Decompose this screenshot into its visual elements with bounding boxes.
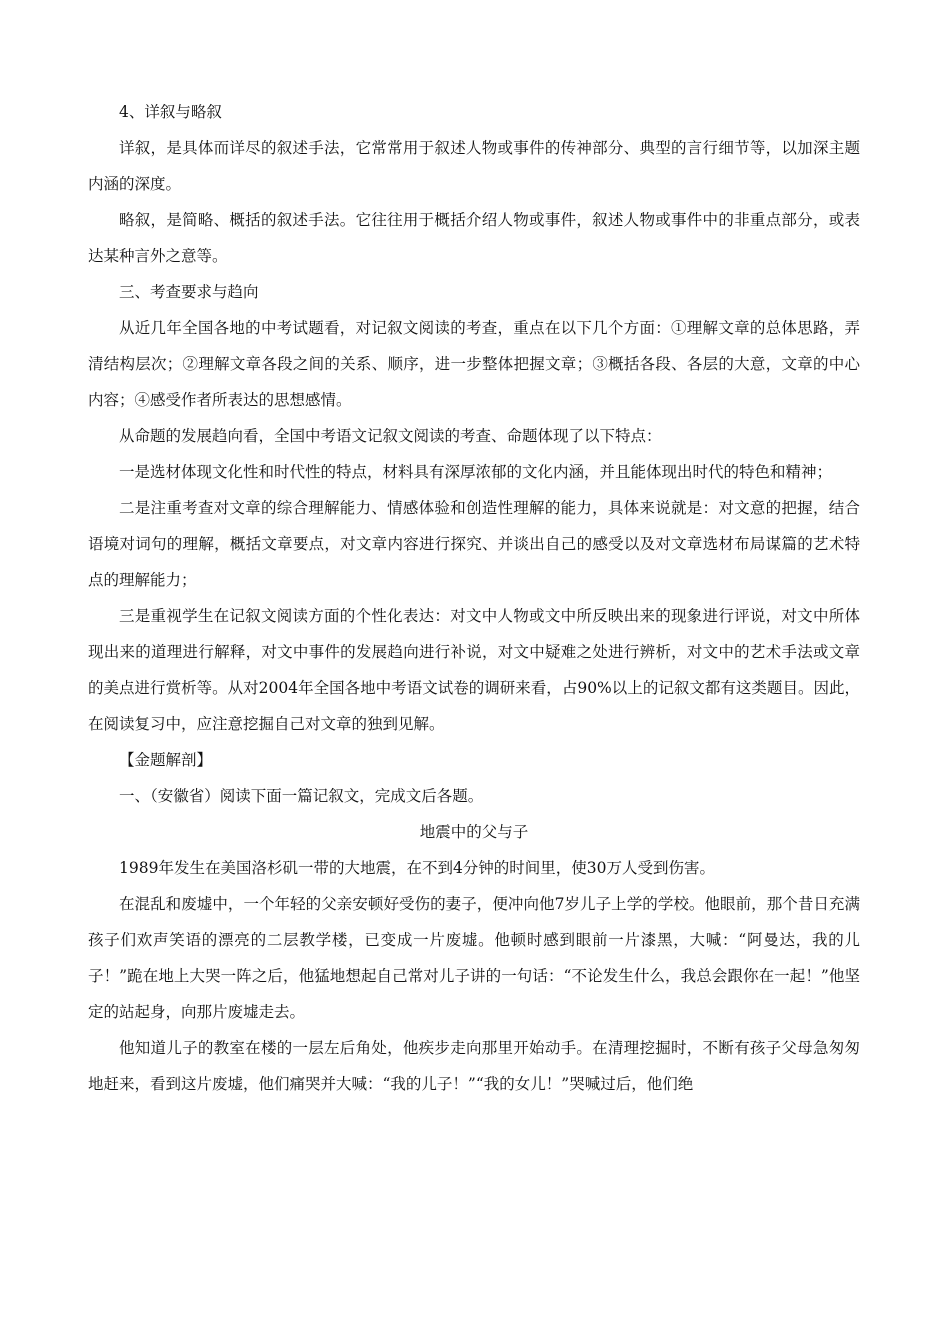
paragraph: 三是重视学生在记叙文阅读方面的个性化表达：对文中人物或文中所反映出来的现象进行评说，对文中所体现出来的道理进行解释，对文中事件的发展趋向进行补说，对文中疑难之处进行辨析，对文中的艺术手法或文章的美点进行赏析等。从对2004年全国各地中考语文试卷的调研来看，占90%以上的记叙文都有这类题目。因此，在阅读复习中，应注意挖掘自己对文章的独到见解。 bbox=[88, 607, 860, 733]
paragraph: 详叙，是具体而详尽的叙述手法，它常常用于叙述人物或事件的传神部分、典型的言行细节等，以加深主题内涵的深度。 bbox=[88, 139, 860, 193]
document-page bbox=[88, 94, 860, 1102]
article-paragraph: 1989年发生在美国洛杉矶一带的大地震，在不到4分钟的时间里，使30万人受到伤害。 bbox=[119, 859, 716, 877]
paragraph: 一是选材体现文化性和时代性的特点，材料具有深厚浓郁的文化内涵，并且能体现出时代的特色和精神； bbox=[119, 463, 833, 481]
article-title: 地震中的父与子 bbox=[419, 823, 529, 841]
paragraph: 从近几年全国各地的中考试题看，对记叙文阅读的考查，重点在以下几个方面：①理解文章的总体思路，弄清结构层次；②理解文章各段之间的关系、顺序，进一步整体把握文章；③概括各段、各层的大意，文章的中心内容；④感受作者所表达的思想感情。 bbox=[88, 319, 860, 409]
question-intro: 一、（安徽省）阅读下面一篇记叙文，完成文后各题。 bbox=[119, 787, 484, 805]
heading-detailed-brief: 4、详叙与略叙 bbox=[119, 103, 222, 121]
paragraph: 从命题的发展趋向看，全国中考语文记叙文阅读的考查、命题体现了以下特点： bbox=[119, 427, 662, 445]
section-heading: 【金题解剖】 bbox=[119, 751, 213, 769]
article-paragraph: 他知道儿子的教室在楼的一层左后角处，他疾步走向那里开始动手。在清理挖掘时，不断有孩子父母急匆匆地赶来，看到这片废墟，他们痛哭并大喊：“我的儿子！”“我的女儿！”哭喊过后，他们绝 bbox=[88, 1039, 860, 1093]
paragraph: 略叙，是简略、概括的叙述手法。它往往用于概括介绍人物或事件，叙述人物或事件中的非重点部分，或表达某种言外之意等。 bbox=[88, 211, 860, 265]
paragraph: 二是注重考查对文章的综合理解能力、情感体验和创造性理解的能力，具体来说就是：对文意的把握，结合语境对词句的理解，概括文章要点，对文章内容进行探究、并谈出自己的感受以及对文章选材布局谋篇的艺术特点的理解能力； bbox=[88, 499, 860, 589]
article-paragraph: 在混乱和废墟中，一个年轻的父亲安顿好受伤的妻子，便冲向他7岁儿子上学的学校。他眼前，那个昔日充满孩子们欢声笑语的漂亮的二层教学楼，已变成一片废墟。他顿时感到眼前一片漆黑，大喊：“阿曼达，我的儿子！”跪在地上大哭一阵之后，他猛地想起自己常对儿子讲的一句话：“不论发生什么，我总会跟你在一起！”他坚定的站起身，向那片废墟走去。 bbox=[88, 895, 860, 1021]
section-heading: 三、考查要求与趋向 bbox=[119, 283, 259, 301]
